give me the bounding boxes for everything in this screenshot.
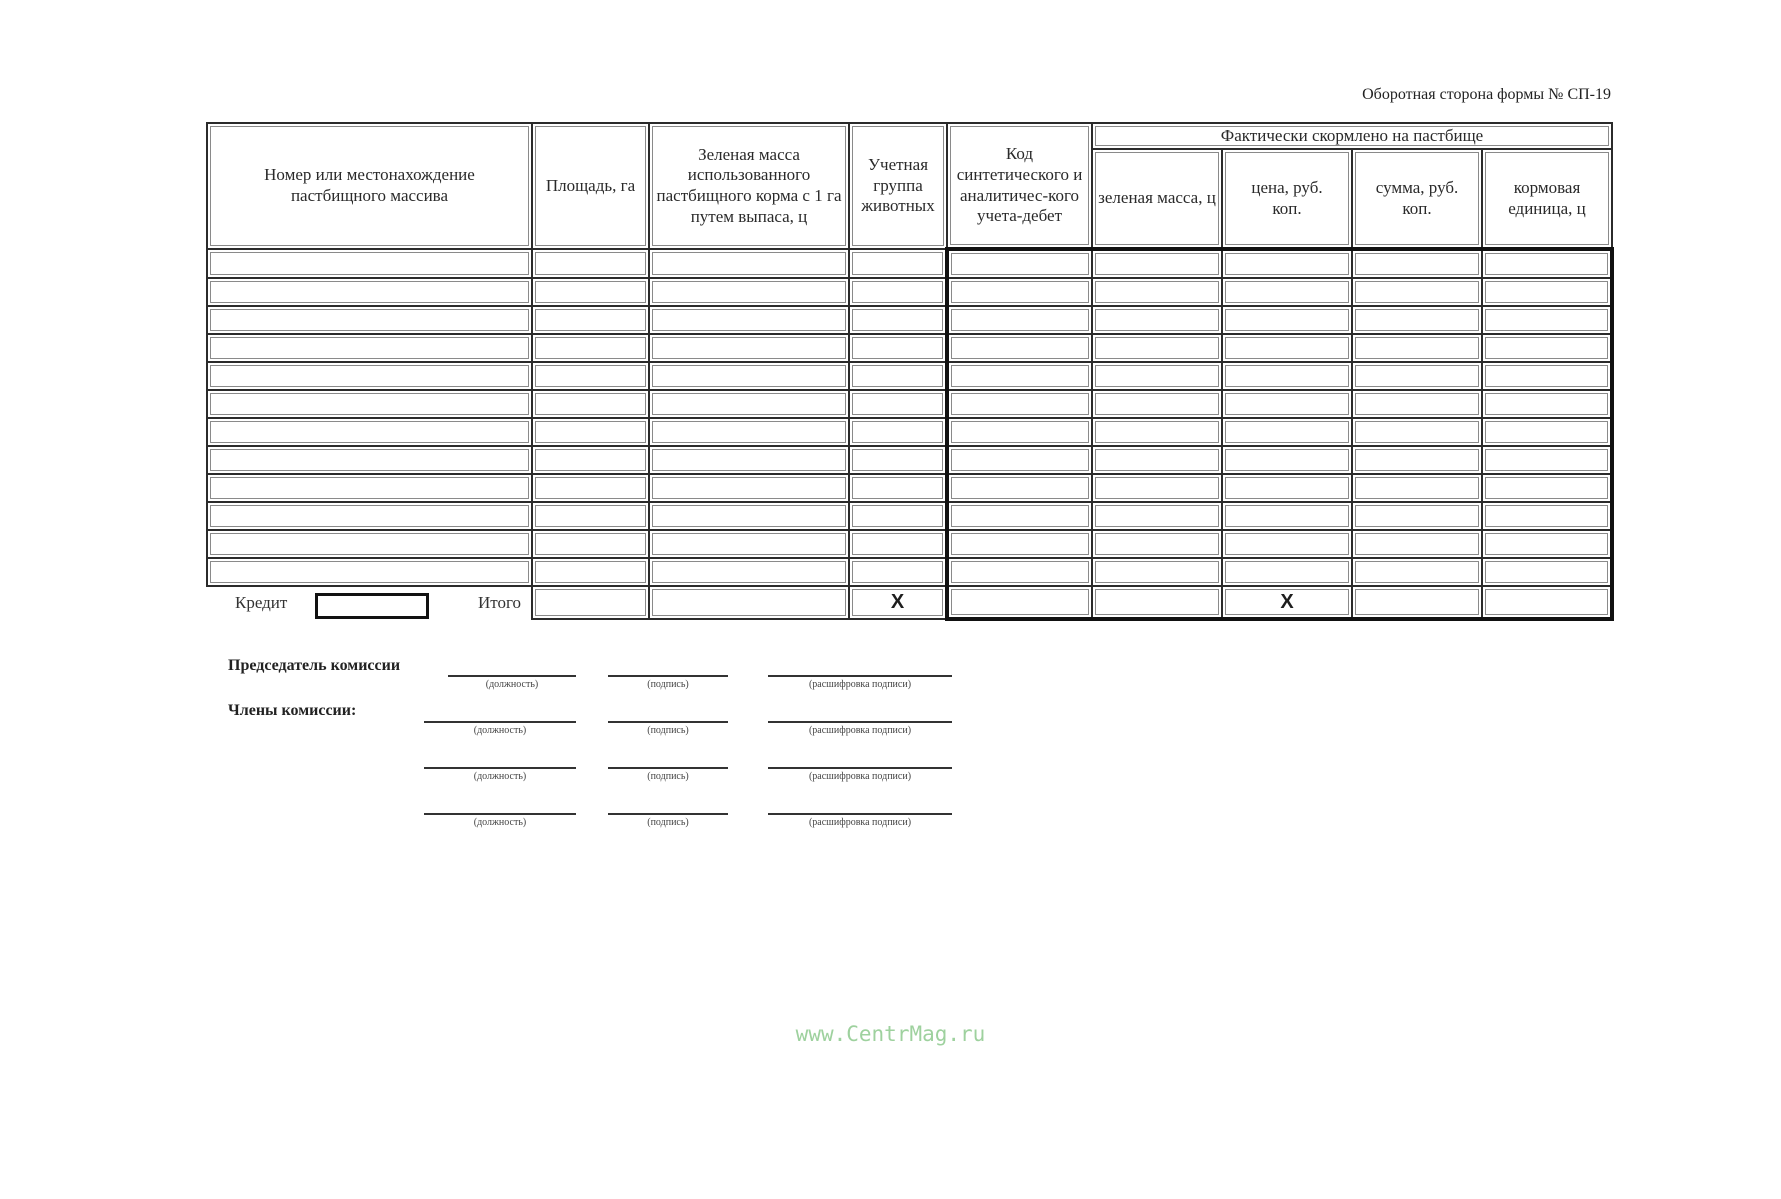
- table-cell[interactable]: [849, 362, 947, 390]
- total-green-mass-cell[interactable]: [1092, 586, 1222, 619]
- table-cell[interactable]: [1482, 390, 1612, 418]
- table-cell[interactable]: [1222, 474, 1352, 502]
- table-cell[interactable]: [649, 558, 849, 586]
- watermark: www.CentrMag.ru: [795, 1022, 986, 1046]
- table-cell[interactable]: [1352, 558, 1482, 586]
- table-row: [207, 306, 1612, 334]
- signature-line-transcript[interactable]: [768, 675, 952, 677]
- table-cell[interactable]: [1482, 362, 1612, 390]
- table-cell[interactable]: [532, 558, 649, 586]
- table-cell[interactable]: [1482, 418, 1612, 446]
- table-cell[interactable]: [947, 502, 1092, 530]
- table-cell[interactable]: [532, 334, 649, 362]
- table-cell[interactable]: [1092, 558, 1222, 586]
- pasture-ledger-table: [206, 122, 1614, 621]
- table-cell[interactable]: [1092, 362, 1222, 390]
- table-row: [207, 502, 1612, 530]
- table-cell[interactable]: [1092, 502, 1222, 530]
- signature-caption-transcript: (расшифровка подписи): [808, 771, 912, 782]
- table-cell[interactable]: [1222, 362, 1352, 390]
- table-cell[interactable]: [649, 390, 849, 418]
- table-cell[interactable]: [532, 362, 649, 390]
- signature-caption-position: (должность): [473, 725, 527, 736]
- table-cell[interactable]: [1482, 502, 1612, 530]
- table-cell[interactable]: [849, 334, 947, 362]
- table-cell[interactable]: [849, 558, 947, 586]
- table-cell[interactable]: [532, 278, 649, 306]
- table-cell[interactable]: [207, 362, 532, 390]
- members-label: Члены комиссии:: [228, 702, 357, 719]
- table-cell[interactable]: [1092, 474, 1222, 502]
- table-cell[interactable]: [1482, 474, 1612, 502]
- table-cell[interactable]: [532, 249, 649, 278]
- table-cell[interactable]: [1092, 278, 1222, 306]
- header-price: цена, руб. коп.: [1222, 149, 1352, 249]
- table-cell[interactable]: [947, 446, 1092, 474]
- table-cell[interactable]: [532, 390, 649, 418]
- table-cell[interactable]: [207, 306, 532, 334]
- table-cell[interactable]: [1222, 390, 1352, 418]
- signature-caption-signature: (подпись): [647, 771, 689, 782]
- signature-caption-position: (должность): [485, 679, 539, 690]
- chairman-label: Председатель комиссии: [228, 657, 401, 674]
- table-cell[interactable]: [1352, 249, 1482, 278]
- signature-line-position[interactable]: [424, 767, 576, 769]
- signature-caption-transcript: (расшифровка подписи): [808, 679, 912, 690]
- table-cell[interactable]: [1092, 418, 1222, 446]
- total-animal-group-cell: X: [849, 586, 947, 619]
- table-cell[interactable]: [849, 530, 947, 558]
- table-row: [207, 362, 1612, 390]
- total-feed-unit-cell[interactable]: [1482, 586, 1612, 619]
- table-cell[interactable]: [207, 278, 532, 306]
- table-cell[interactable]: [849, 249, 947, 278]
- signature-caption-position: (должность): [473, 817, 527, 828]
- table-cell[interactable]: [532, 446, 649, 474]
- table-cell[interactable]: [849, 278, 947, 306]
- header-sum: сумма, руб. коп.: [1352, 149, 1482, 249]
- table-cell[interactable]: [1092, 249, 1222, 278]
- table-cell[interactable]: [207, 390, 532, 418]
- header-animal-group: Учетная группа животных: [849, 123, 947, 249]
- signature-line-signature[interactable]: [608, 675, 728, 677]
- table-cell[interactable]: [1482, 249, 1612, 278]
- signature-line-position[interactable]: [424, 813, 576, 815]
- table-cell[interactable]: [207, 474, 532, 502]
- credit-cell: [207, 586, 532, 619]
- table-body: [207, 249, 1612, 619]
- table-cell[interactable]: [207, 418, 532, 446]
- table-row: [207, 334, 1612, 362]
- table-cell[interactable]: [1222, 278, 1352, 306]
- table-cell[interactable]: [849, 446, 947, 474]
- table-cell[interactable]: [1352, 418, 1482, 446]
- table-cell[interactable]: [649, 502, 849, 530]
- table-cell[interactable]: [1222, 306, 1352, 334]
- table-cell[interactable]: [649, 334, 849, 362]
- table-cell[interactable]: [947, 334, 1092, 362]
- table-cell[interactable]: [649, 249, 849, 278]
- table-cell[interactable]: [649, 446, 849, 474]
- header-feed-unit: кормовая единица, ц: [1482, 149, 1612, 249]
- table-cell[interactable]: [1222, 502, 1352, 530]
- table-cell[interactable]: [1222, 530, 1352, 558]
- table-cell[interactable]: [1482, 306, 1612, 334]
- form-caption: Оборотная сторона формы № СП-19: [1362, 86, 1611, 103]
- header-pasture-location: Номер или местонахождение пастбищного массива: [207, 123, 532, 249]
- table-cell[interactable]: [207, 558, 532, 586]
- signature-line-position[interactable]: [448, 675, 576, 677]
- header-fed-on-pasture: Фактически скормлено на пастбище: [1092, 123, 1612, 149]
- table-cell[interactable]: [1222, 249, 1352, 278]
- table-row: [207, 390, 1612, 418]
- table-cell[interactable]: [1222, 446, 1352, 474]
- header-account-code: Код синтетического и аналитичес-кого учета-дебет: [947, 123, 1092, 249]
- signature-line-transcript[interactable]: [768, 767, 952, 769]
- table-row: [207, 474, 1612, 502]
- total-account-code-cell[interactable]: [947, 586, 1092, 619]
- table-cell[interactable]: [947, 558, 1092, 586]
- table-cell[interactable]: [532, 502, 649, 530]
- table-cell[interactable]: [1352, 362, 1482, 390]
- signature-line-signature[interactable]: [608, 721, 728, 723]
- table-cell[interactable]: [207, 446, 532, 474]
- header-green-mass-per-ha: Зеленая масса использованного пастбищного корма с 1 га путем выпаса, ц: [649, 123, 849, 249]
- signature-caption-signature: (подпись): [647, 725, 689, 736]
- signature-caption-position: (должность): [473, 771, 527, 782]
- table-cell[interactable]: [649, 306, 849, 334]
- signature-line-signature[interactable]: [608, 767, 728, 769]
- table-cell[interactable]: [947, 390, 1092, 418]
- table-cell[interactable]: [1482, 278, 1612, 306]
- table-cell[interactable]: [1482, 446, 1612, 474]
- table-cell[interactable]: [532, 418, 649, 446]
- table-cell[interactable]: [532, 474, 649, 502]
- total-sum-cell[interactable]: [1352, 586, 1482, 619]
- table-cell[interactable]: [649, 418, 849, 446]
- signature-caption-signature: (подпись): [647, 679, 689, 690]
- table-cell[interactable]: [1092, 390, 1222, 418]
- table-cell[interactable]: [1222, 558, 1352, 586]
- table-cell[interactable]: [947, 278, 1092, 306]
- table-cell[interactable]: [1352, 278, 1482, 306]
- table-cell[interactable]: [1352, 390, 1482, 418]
- table-row: [207, 530, 1612, 558]
- header-green-mass: зеленая масса, ц: [1092, 149, 1222, 249]
- table-cell[interactable]: [947, 362, 1092, 390]
- total-price-cell: X: [1222, 586, 1352, 619]
- total-area-cell[interactable]: [532, 586, 649, 619]
- total-label: Итого: [477, 593, 521, 612]
- signature-caption-transcript: (расшифровка подписи): [808, 725, 912, 736]
- signature-line-signature[interactable]: [608, 813, 728, 815]
- table-row: [207, 249, 1612, 278]
- table-cell[interactable]: [532, 306, 649, 334]
- table-cell[interactable]: [1222, 418, 1352, 446]
- table-cell[interactable]: [1352, 474, 1482, 502]
- table-cell[interactable]: [849, 390, 947, 418]
- table-cell[interactable]: [947, 530, 1092, 558]
- table-cell[interactable]: [649, 474, 849, 502]
- table-cell[interactable]: [1092, 306, 1222, 334]
- table-row: [207, 418, 1612, 446]
- table-cell[interactable]: [849, 418, 947, 446]
- table-cell[interactable]: [1352, 446, 1482, 474]
- total-green-mass-per-ha-cell[interactable]: [649, 586, 849, 619]
- credit-input-box[interactable]: [315, 593, 429, 619]
- table-cell[interactable]: [849, 474, 947, 502]
- table-cell[interactable]: [532, 530, 649, 558]
- table-cell[interactable]: [1482, 530, 1612, 558]
- table-cell[interactable]: [649, 362, 849, 390]
- table-cell[interactable]: [207, 334, 532, 362]
- table-cell[interactable]: [649, 278, 849, 306]
- table-cell[interactable]: [1352, 306, 1482, 334]
- signature-line-transcript[interactable]: [768, 813, 952, 815]
- signature-line-transcript[interactable]: [768, 721, 952, 723]
- table-cell[interactable]: [649, 530, 849, 558]
- table-cell[interactable]: [1092, 446, 1222, 474]
- table-cell[interactable]: [849, 502, 947, 530]
- signature-caption-signature: (подпись): [647, 817, 689, 828]
- table-cell[interactable]: [1482, 558, 1612, 586]
- signature-line-position[interactable]: [424, 721, 576, 723]
- table-cell[interactable]: [1482, 334, 1612, 362]
- credit-label: Кредит: [235, 593, 288, 612]
- table-cell[interactable]: [1092, 530, 1222, 558]
- table-row: [207, 558, 1612, 586]
- table-cell[interactable]: [947, 474, 1092, 502]
- table-cell[interactable]: [947, 306, 1092, 334]
- table-cell[interactable]: [207, 502, 532, 530]
- table-cell[interactable]: [1222, 334, 1352, 362]
- table-cell[interactable]: [849, 306, 947, 334]
- table-cell[interactable]: [1352, 530, 1482, 558]
- table-cell[interactable]: [947, 418, 1092, 446]
- signature-caption-transcript: (расшифровка подписи): [808, 817, 912, 828]
- table-cell[interactable]: [1092, 334, 1222, 362]
- header-area: Площадь, га: [532, 123, 649, 249]
- table-row: [207, 446, 1612, 474]
- table-cell[interactable]: [1352, 502, 1482, 530]
- table-cell[interactable]: [207, 530, 532, 558]
- total-row: [207, 586, 1612, 619]
- table-row: [207, 278, 1612, 306]
- table-cell[interactable]: [1352, 334, 1482, 362]
- table-cell[interactable]: [947, 249, 1092, 278]
- table-cell[interactable]: [207, 249, 532, 278]
